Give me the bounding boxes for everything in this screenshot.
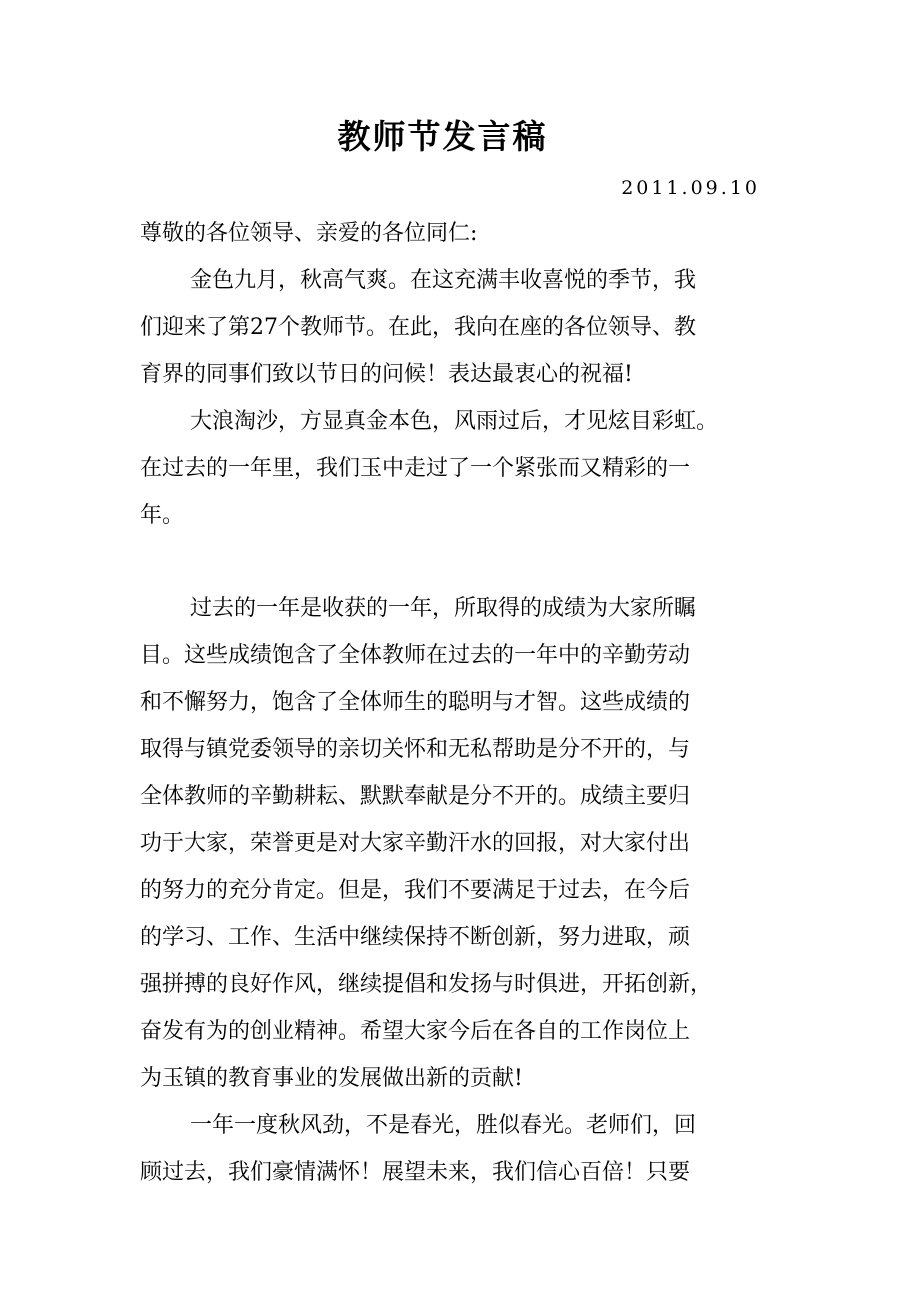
paragraph-line: 和不懈努力，饱含了全体师生的聪明与才智。这些成绩的	[140, 690, 691, 715]
paragraph-line: 的学习、工作、生活中继续保持不断创新，努力进取，顽	[140, 925, 691, 950]
paragraph-line: 大浪淘沙，方显真金本色，风雨过后，才见炫目彩虹。	[190, 409, 719, 434]
paragraph-gap	[140, 539, 780, 585]
paragraph-line: 年。	[140, 503, 185, 528]
paragraph-line: 功于大家，荣誉更是对大家辛勤汗水的回报，对大家付出	[140, 831, 691, 856]
paragraph-line: 顾过去，我们豪情满怀！展望未来，我们信心百倍！只要	[140, 1160, 691, 1185]
paragraph-line: 目。这些成绩饱含了全体教师在过去的一年中的辛勤劳动	[140, 643, 691, 668]
paragraph-line: 奋发有为的创业精神。希望大家今后在各自的工作岗位上	[140, 1019, 691, 1044]
paragraph-line: 为玉镇的教育事业的发展做出新的贡献!	[140, 1066, 523, 1091]
document-date: 2011.09.10	[621, 177, 760, 199]
paragraph-line: 取得与镇党委领导的亲切关怀和无私帮助是分不开的，与	[140, 737, 691, 762]
paragraph-line: 一年一度秋风劲，不是春光，胜似春光。老师们，回	[190, 1113, 697, 1138]
paragraph-line: 育界的同事们致以节日的问候！表达最衷心的祝福!	[140, 362, 633, 387]
paragraph-line: 们迎来了第27个教师节。在此，我向在座的各位领导、教	[140, 315, 696, 340]
document-body	[140, 210, 780, 1196]
paragraph-line: 全体教师的辛勤耕耘、默默奉献是分不开的。成绩主要归	[140, 784, 691, 809]
paragraph-line: 金色九月，秋高气爽。在这充满丰收喜悦的季节，我	[190, 268, 697, 293]
paragraph-line: 在过去的一年里，我们玉中走过了一个紧张而又精彩的一	[140, 456, 691, 481]
salutation-line: 尊敬的各位领导、亲爱的各位同仁:	[140, 221, 478, 246]
document-title: 教师节发言稿	[337, 117, 548, 156]
paragraph-line: 的努力的充分肯定。但是，我们不要满足于过去，在今后	[140, 878, 691, 903]
paragraph-line: 过去的一年是收获的一年，所取得的成绩为大家所瞩	[190, 596, 697, 621]
paragraph-line: 强拼搏的良好作风，继续提倡和发扬与时俱进，开拓创新，	[140, 972, 713, 997]
